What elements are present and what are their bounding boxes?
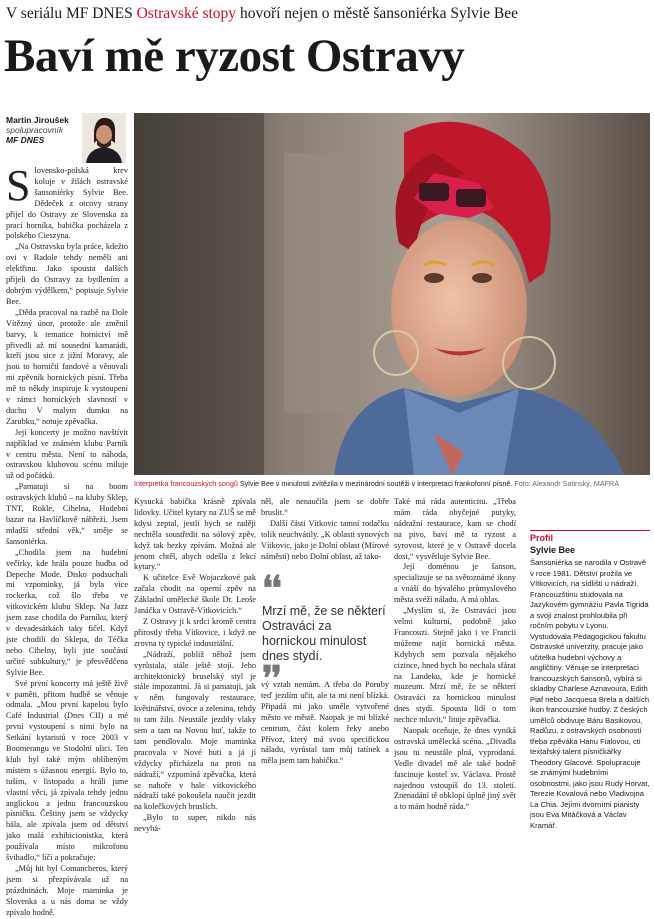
photo-caption [134,477,650,491]
paragraph: něl, ale nenaučila jsem se dobře bruslit.“ [261,497,389,517]
article-column-3 [261,497,389,577]
profile-text: Šansoniérka se narodila v Ostravě v roce 1981. Dětství prožila ve Vítkovicích, na sídlišti u nádraží. Francouzštinu studovala na Jazykovém gymnáziu Pavla Tigrida a svoji znalost prohloubila při ročním pobytu v Lyonu. Vystudovala Pedagogickou fakultu Ostravské univerzity, pracuje jako učitelka hudební výchovy a angličtiny. Věnuje se interpretaci francouzských šansonů, vybírá si skladby Charlese Aznavoura, Edith Piaf nebo Jacquesa Brela a dalších ikon francouzské hudby. Z českých umělců obdivuje Báru Basikovou, Radůzu, z ostravských osobností třeba zpěváka Hanu Fialovou, cti textařský talent písničkářky Theodory Glacové. Spolupracuje se známými hudebními osobnostmi, jako jsou Rudy Horvat, Terezie Kovalová nebo Vladivojna La Chia. Jejími dvorními pianisty jsou Eva Mitáčková a Václav Kramář. [530,558,650,830]
quote-text: Mrzí mě, že se některí Ostraváci za hornickou minulost dnes stydí. [262,604,386,663]
author-name: Martin Jiroušek [6,115,69,125]
caption-lead: Interpretka francouzských songů [134,479,238,488]
article-column-1 [6,161,128,917]
author-photo [82,113,126,163]
paragraph: Své první koncerty má ještě živě v paměti, přitom hudbě se věnuje odmala. „Mou první kapelou bylo Café Industrial (Dnes CII) a mé první vystoupení s nimi bylo na Setkání kytaristů v roce 2003 v Boomerangu ve Stodolní ulici. Ten klub byl také mým oblíbeným místem s úžasnou energií. Bylo to, tuším, v listopadu a hráli jsme vlastní věci, já zpívala tehdy jednu anglickou a jednu francouzskou písničku. Češtiny jsem se vždycky bála, ale zpívala jsem od dětství jako malá exhibicionistka, která používala místo mikrofonu švihadlo,“ líčí a pokračuje: [6,678,128,863]
paragraph: „Na Ostravsku byla práce, kdežto ovi v Radole tehdy neměli ani elektřinu. Jako spousta dalších přijeli do Ostravy za bydlením a dobrým výdělkem,“ popisuje Sylvie Bee. [6,242,128,306]
author-role: spolupracovník [6,125,64,135]
paragraph: „Pamatuji si na boom ostravských klubů – na kluby Sklep, TNT, Rokle, Cihelna, Hudební bazar na Havlíčkově nábřeží. Jsem mladší střední věk,“ směje se šansoniérka. [6,482,128,546]
paragraph: Další části Vítkovic tamní rodačku tolik neuchvátily. „K oblasti synových Vítkovic, jako je Dolní oblast (Mírové náměstí) nebo Dolní oblast, až tako- [261,518,389,561]
paragraph: „Nádraží, pobliž něhož jsem vyrůstala, stále ještě stojí. Jeho architektonický bruselský styl je stále impozantní. Já si pamatuji, jak v něm fungovaly restaurace, květinářství, ovoce a zelenina, tehdy to tam žilo. Neustále jezdily vlaky sem a tam na Novou huť, takže to tam pendlovalo. Moje maminka pracovala v Nové huti a já jí vždycky přicházela na proti na nádraží,“ vzpomíná zpěvačka, která se nahoře v hale vítkovického nádraží také pokoušela naučit jezdit na kolečkových bruslích. [134,649,256,812]
caption-text: Sylvie Bee v minulosti zvítězila v mezinárodní soutěži v interpretaci frankofonní písně. [237,479,513,488]
pull-quote [262,571,388,698]
kicker-pre: V seriálu MF DNES [6,5,137,22]
paragraph: Její koncerty je možno navštívit například ve známém klubu Parník v centru města. Není to náhoda, ostravskou klubovou scénu miluje už od počátků. [6,427,128,481]
paragraph [6,161,128,242]
main-photo [134,113,650,475]
paragraph: „Děda pracoval na razbě na Dole Vítězný únor, protože ale změnil barvy, k tematice hornictví mě přivedli až mí sousední kamarádi, kteří jsou sice z jižní Moravy, ale jsou to horničtí fandové a věnovali mi zpěvník hornických písní. Třeba mě to někdy inspiruje k vystoupení v rámci hornických slavností v duchu V malym dumku na Zarubku,“ notuje zpěvačka. [6,307,128,426]
byline [6,115,86,145]
photo-credit: Foto: Alexandr Satinský, MAFRA [512,479,619,488]
paragraph: K učitelce Evě Wojaczkové pak začala chodit na operní zpěv na Základní umělecké škole Dr. Leoše Janáčka v Ostravě-Vítkovicích.“ [134,573,256,616]
paragraph: „Bylo to super, nikdo nás nevyhá- [134,813,256,834]
profile-label: Profil [530,530,650,544]
paragraph: vý vztah nemám. A třeba do Poruby teď jezdím učit, ale ta mi není blízká. Připadá mi jako uměle vytvořené město ve městě. Naopak je mi blízké centrum, část kolem řeky anebo Přívoz, který má svou specifickou náladu, vyrůstal tam můj tatínek a měla jsem tam babičku.“ [261,680,389,766]
drop-cap: S [6,161,31,210]
profile-box [530,530,650,830]
paragraph: Její doménou je šanson, specializuje se na světoznámé ikony a vnáší do bývalého průmyslového města svéží náladu. A má ohlas. [394,562,516,605]
kicker [6,4,650,24]
profile-name: Sylvie Bee [530,545,576,555]
paragraph: Naopak oceňuje, že dnes vyniká ostravská umělecká scéna. „Divadla jsou tu neustále plná, vyprodaná. Vedle divadel mě ale také hodně fascinuje kostel sv. Václava. Prostě najednou vstoupíš do 13. století. Znenadání tě obklopí úplně jiný svět a to mám hodně ráda.“ [394,726,516,812]
article-column-4 [394,497,516,812]
kicker-post: hovoří nejen o městě šansoniérka Sylvie Bee [236,5,519,22]
article-column-2 [134,497,256,834]
article-column-3-continued [261,680,389,792]
paragraph: „Myslím si, že Ostraváci jsou velmi kulturní, podobně jako Francouzi. Stejně jako i ve Francii můžeme najít hornická města. Kdybych sem pozvala nějakého cizince, hned bych ho nechala sfárat na Landeku, kde je hornické muzeum. Mrzí mě, že se některí Ostraváci za hornickou minulost dnes stydí. Spousta lidí o tom nechce mluvit,“ lituje zpěvačka. [394,606,516,725]
paragraph: „Chodila jsem na hudební večírky, kde hrála pouze hudba od Depeche Mode. Disko podsuchali mi vzpomínky, já byla více rockerka, což šlo třeba ve vítkovickém klubu Sklep. Na Jazz jsem zase chodila do Parníku, který v devadesátkách taky fičel. Když jste chodili do Sklepa, do Téčka nebo Cihelny, byli jste součástí určité subkultury,“ je přesvědčena Sylvie Bee. [6,547,128,677]
paragraph: „Můj hit byl Comancheros, který jsem si přezpívávala už na prázdninách. Moje maminka je Slovenka a u nás doma se vždy zpívalo hodně. [6,864,128,917]
quote-close-icon: ❜❜ [262,661,280,698]
author-org: MF DNES [6,135,45,145]
quote-open-icon: ❛❛ [262,571,280,608]
paragraph: Také má ráda autenticitu. „Třeba mám ráda obyčejné putyky, nádražní restaurace, kam se chodí na pivo, baví mě ta ryzost a syrovost, které je v Ostravě docela dost,“ vysvětluje Sylvie Bee. [394,497,516,561]
paragraph: Z Ostravy ji k srdci kromě centra přirostly třeba Vítkovice, i když ne zrovna ty typické industriální. [134,616,256,648]
paragraph-text: lovensko-polská krev koluje v žilách ostravské šansoniérky Sylvie Bee. Dědeček z otcovy strany přijel do Ostravy ze Slovenska za prací horníka, babička pocházela z polského Cieszyna. [6,166,128,241]
kicker-series-name: Ostravské stopy [136,5,237,22]
headline: Baví mě ryzost Ostravy [4,30,465,82]
paragraph: Kysucká babička krásně zpívala lidovky. Učitel kytary na ZUŠ se mě kdysi zeptal, jestli bych se raději nechtěla soustředit na sólový zpěv, když tak hezky zpívám. Možná ale jenom chtěl, abych odešla z lekcí kytary.“ [134,497,256,572]
